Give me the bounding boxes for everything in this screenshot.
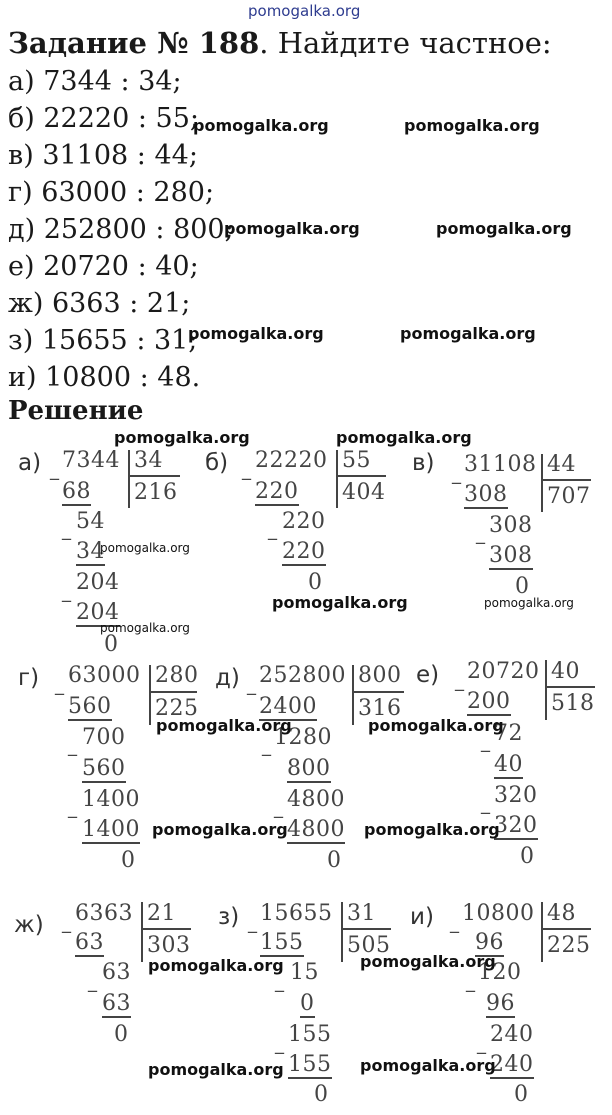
division-horizontal-bar <box>128 475 180 477</box>
division-vertical-bar <box>128 450 130 508</box>
watermark: pomogalka.org <box>152 820 288 839</box>
divisor: 800 <box>358 663 402 688</box>
minus-sign: _ <box>274 798 283 819</box>
step-subtrahend: 1400 <box>82 817 140 842</box>
step-remainder: 700 <box>82 725 126 750</box>
minus-sign: _ <box>466 972 475 993</box>
minus-sign: _ <box>452 464 461 485</box>
task-item-z: з) 15655 : 31; <box>8 325 198 356</box>
final-remainder: 0 <box>327 848 342 873</box>
step-subtrahend: 155 <box>288 1052 332 1077</box>
watermark: pomogalka.org <box>100 621 190 635</box>
watermark: pomogalka.org <box>400 324 536 343</box>
minus-sign: _ <box>55 675 64 696</box>
step-subtrahend: 320 <box>494 813 538 838</box>
watermark: pomogalka.org <box>364 820 500 839</box>
minus-sign: _ <box>248 913 257 934</box>
watermark: pomogalka.org <box>100 541 190 555</box>
watermark: pomogalka.org <box>148 1060 284 1079</box>
step-remainder: 15 <box>290 960 319 985</box>
division-horizontal-bar <box>541 479 591 481</box>
step-subtrahend: 63 <box>75 930 104 955</box>
minus-sign: _ <box>262 736 271 757</box>
step-remainder: 240 <box>490 1022 534 1047</box>
minus-sign: _ <box>62 520 71 541</box>
step-subtrahend: 240 <box>490 1052 534 1077</box>
divisor: 31 <box>347 901 376 926</box>
minus-sign: _ <box>68 736 77 757</box>
step-subtrahend: 96 <box>475 930 504 955</box>
step-remainder: 63 <box>102 960 131 985</box>
minus-sign: _ <box>476 524 485 545</box>
top-watermark: pomogalka.org <box>248 2 361 20</box>
divisor: 21 <box>147 901 176 926</box>
step-subtrahend: 308 <box>464 482 508 507</box>
dividend: 20720 <box>467 659 540 684</box>
step-subtrahend: 204 <box>76 600 120 625</box>
watermark: pomogalka.org <box>360 952 496 971</box>
watermark: pomogalka.org <box>224 219 360 238</box>
minus-sign: _ <box>450 913 459 934</box>
division-vertical-bar <box>352 665 354 725</box>
division-label: г) <box>18 665 40 691</box>
step-subtrahend: 560 <box>68 694 112 719</box>
minus-sign: _ <box>268 520 277 541</box>
final-remainder: 0 <box>308 570 323 595</box>
step-remainder: 220 <box>282 509 326 534</box>
step-subtrahend: 68 <box>62 479 91 504</box>
step-remainder: 155 <box>288 1022 332 1047</box>
minus-sign: _ <box>62 913 71 934</box>
solution-heading: Решение <box>8 396 144 426</box>
watermark: pomogalka.org <box>193 116 329 135</box>
task-item-e: е) 20720 : 40; <box>8 251 199 282</box>
dividend: 7344 <box>62 448 120 473</box>
step-subtrahend: 200 <box>467 689 511 714</box>
quotient: 505 <box>347 933 391 958</box>
task-item-b: б) 22220 : 55; <box>8 103 199 134</box>
division-label: б) <box>205 450 229 476</box>
quotient: 316 <box>358 696 402 721</box>
division-horizontal-bar <box>352 691 404 693</box>
division-horizontal-bar <box>149 691 197 693</box>
division-label: в) <box>412 450 435 476</box>
dividend: 22220 <box>255 448 328 473</box>
watermark: pomogalka.org <box>156 716 292 735</box>
step-remainder: 320 <box>494 783 538 808</box>
division-label: е) <box>416 662 440 688</box>
final-remainder: 0 <box>515 574 530 599</box>
division-vertical-bar <box>541 454 543 512</box>
division-label: ж) <box>14 912 44 938</box>
watermark: pomogalka.org <box>272 593 408 612</box>
quotient: 707 <box>547 484 591 509</box>
watermark: pomogalka.org <box>148 956 284 975</box>
division-label: и) <box>410 904 434 930</box>
step-subtrahend: 560 <box>82 756 126 781</box>
step-subtrahend: 220 <box>282 539 326 564</box>
division-vertical-bar <box>336 450 338 508</box>
quotient: 518 <box>551 691 595 716</box>
division-horizontal-bar <box>341 928 391 930</box>
step-remainder: 1280 <box>274 725 332 750</box>
minus-sign: _ <box>88 972 97 993</box>
dividend: 10800 <box>462 901 535 926</box>
divisor: 40 <box>551 659 580 684</box>
step-remainder: 4800 <box>287 787 345 812</box>
quotient: 225 <box>155 696 199 721</box>
minus-sign: _ <box>50 460 59 481</box>
division-vertical-bar <box>545 660 547 720</box>
minus-sign: _ <box>481 732 490 753</box>
task-item-i: и) 10800 : 48. <box>8 362 201 393</box>
task-number: Задание № 188 <box>8 26 260 60</box>
division-horizontal-bar <box>545 686 595 688</box>
final-remainder: 0 <box>114 1022 129 1047</box>
step-subtrahend: 0 <box>300 991 315 1016</box>
final-remainder: 0 <box>121 848 136 873</box>
divisor: 55 <box>342 448 371 473</box>
task-title <box>8 26 552 60</box>
minus-sign: _ <box>68 798 77 819</box>
step-remainder: 54 <box>76 509 105 534</box>
division-horizontal-bar <box>141 928 191 930</box>
minus-sign: _ <box>247 675 256 696</box>
minus-sign: _ <box>481 794 490 815</box>
watermark: pomogalka.org <box>114 428 250 447</box>
division-vertical-bar <box>149 665 151 725</box>
step-subtrahend: 308 <box>489 543 533 568</box>
minus-sign: _ <box>477 1034 486 1055</box>
divisor: 280 <box>155 663 199 688</box>
step-remainder: 1400 <box>82 787 140 812</box>
quotient: 404 <box>342 480 386 505</box>
division-vertical-bar <box>541 902 543 962</box>
final-remainder: 0 <box>520 844 535 869</box>
step-subtrahend: 96 <box>486 991 515 1016</box>
division-label: д) <box>215 665 240 691</box>
quotient: 225 <box>547 933 591 958</box>
minus-sign: _ <box>62 582 71 603</box>
dividend: 6363 <box>75 901 133 926</box>
watermark: pomogalka.org <box>360 1056 496 1075</box>
step-remainder: 120 <box>478 960 522 985</box>
step-subtrahend: 800 <box>287 756 331 781</box>
step-subtrahend: 63 <box>102 991 131 1016</box>
watermark: pomogalka.org <box>188 324 324 343</box>
minus-sign: _ <box>275 972 284 993</box>
divisor: 48 <box>547 901 576 926</box>
final-remainder: 0 <box>314 1082 329 1107</box>
minus-sign: _ <box>275 1034 284 1055</box>
task-item-g: г) 63000 : 280; <box>8 177 215 208</box>
task-item-v: в) 31108 : 44; <box>8 140 198 171</box>
dividend: 63000 <box>68 663 141 688</box>
dividend: 15655 <box>260 901 333 926</box>
step-subtrahend: 40 <box>494 752 523 777</box>
minus-sign: _ <box>455 671 464 692</box>
division-label: а) <box>18 450 42 476</box>
step-subtrahend: 34 <box>76 539 105 564</box>
step-remainder: 204 <box>76 570 120 595</box>
final-remainder: 0 <box>514 1082 529 1107</box>
division-vertical-bar <box>141 902 143 962</box>
step-subtrahend: 4800 <box>287 817 345 842</box>
watermark: pomogalka.org <box>404 116 540 135</box>
watermark: pomogalka.org <box>484 596 574 610</box>
division-label: з) <box>218 904 240 930</box>
divisor: 44 <box>547 452 576 477</box>
dividend: 31108 <box>464 452 537 477</box>
divisor: 34 <box>134 448 163 473</box>
task-instruction: . Найдите частное: <box>259 26 552 60</box>
step-subtrahend: 220 <box>255 479 299 504</box>
step-remainder: 72 <box>494 721 523 746</box>
task-item-a: а) 7344 : 34; <box>8 66 182 97</box>
task-item-zh: ж) 6363 : 21; <box>8 288 191 319</box>
final-remainder: 0 <box>104 632 119 657</box>
quotient: 216 <box>134 480 178 505</box>
watermark: pomogalka.org <box>368 716 504 735</box>
watermark: pomogalka.org <box>436 219 572 238</box>
minus-sign: _ <box>242 460 251 481</box>
watermark: pomogalka.org <box>336 428 472 447</box>
dividend: 252800 <box>259 663 346 688</box>
step-subtrahend: 2400 <box>259 694 317 719</box>
quotient: 303 <box>147 933 191 958</box>
division-vertical-bar <box>341 902 343 962</box>
division-horizontal-bar <box>336 475 386 477</box>
division-horizontal-bar <box>541 928 591 930</box>
task-item-d: д) 252800 : 800; <box>8 214 234 245</box>
step-subtrahend: 155 <box>260 930 304 955</box>
step-remainder: 308 <box>489 513 533 538</box>
